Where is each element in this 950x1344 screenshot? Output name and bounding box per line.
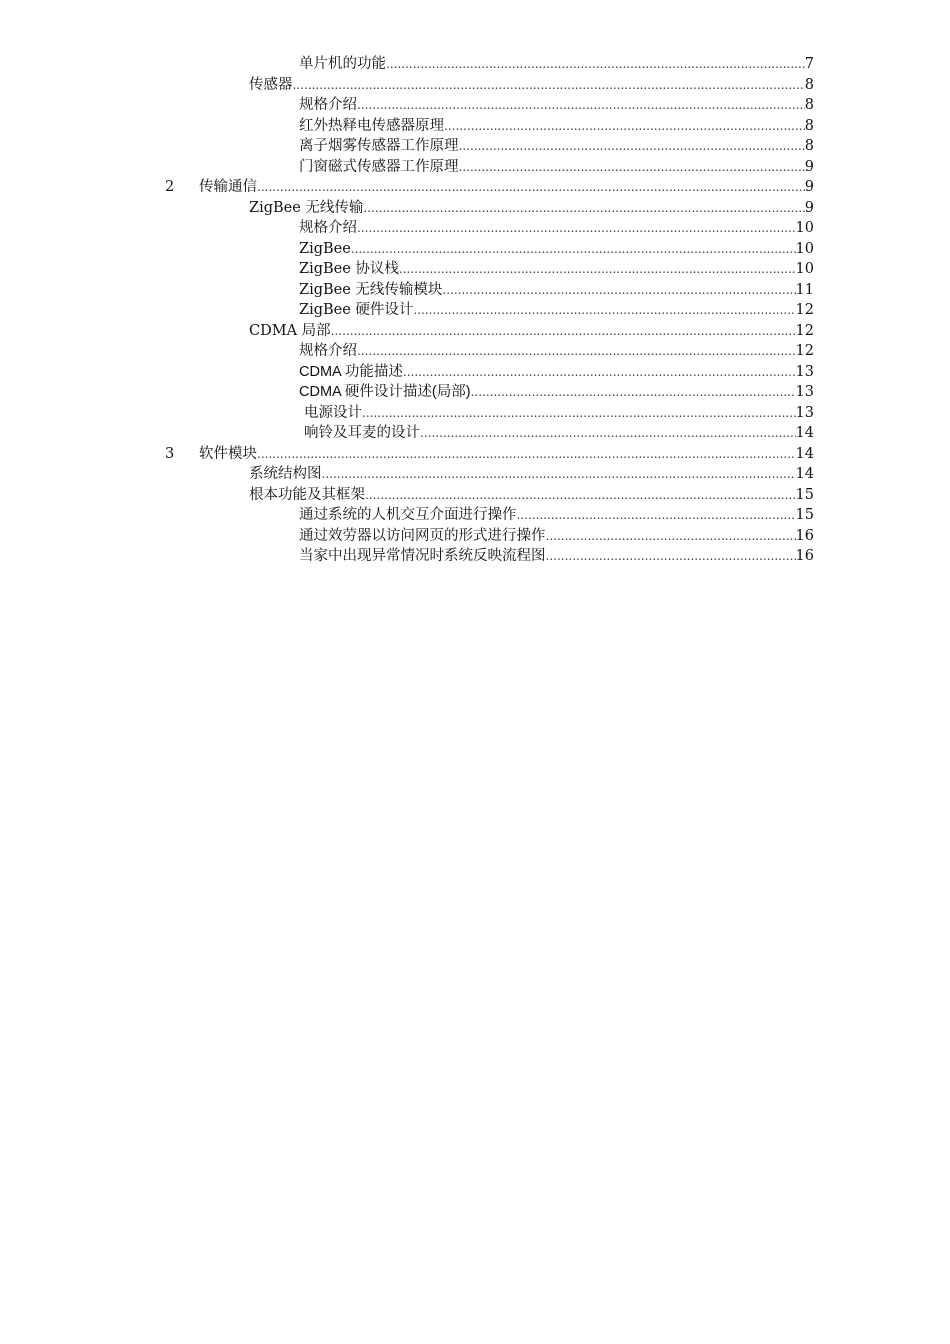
dot-leader xyxy=(386,54,805,75)
toc-page: 12 xyxy=(795,343,814,359)
toc-page: 9 xyxy=(804,199,814,216)
chapter-number: 2 xyxy=(165,179,175,195)
toc-entry[interactable] xyxy=(0,526,950,547)
toc-entry[interactable] xyxy=(0,464,950,485)
toc-page: 12 xyxy=(795,322,814,339)
toc-entry[interactable] xyxy=(0,485,950,506)
toc-entry[interactable] xyxy=(0,362,950,383)
dot-leader xyxy=(459,136,805,157)
toc-entry[interactable] xyxy=(0,239,950,260)
dot-leader xyxy=(546,546,796,567)
toc-title: CDMA 功能描述 xyxy=(299,363,403,380)
toc-page: 12 xyxy=(795,302,814,318)
toc-entry[interactable] xyxy=(0,157,950,178)
dot-leader xyxy=(363,198,804,219)
toc-title: 通过系统的人机交互介面进行操作 xyxy=(299,507,517,523)
toc-title: 通过效劳器以访问网页的形式进行操作 xyxy=(299,527,546,544)
table-of-contents xyxy=(0,54,950,567)
dot-leader xyxy=(420,423,796,444)
toc-page: 7 xyxy=(804,56,814,72)
toc-entry[interactable] xyxy=(0,546,950,567)
toc-title: ZigBee 无线传输模块 xyxy=(299,281,443,298)
dot-leader xyxy=(471,382,796,403)
dot-leader xyxy=(413,300,795,321)
toc-page: 13 xyxy=(795,384,814,400)
toc-entry[interactable] xyxy=(0,136,950,157)
toc-title: 门窗磁式传感器工作原理 xyxy=(299,158,459,175)
dot-leader xyxy=(365,485,796,506)
toc-entry[interactable] xyxy=(0,177,950,198)
toc-page: 14 xyxy=(795,445,814,462)
dot-leader xyxy=(351,239,796,260)
toc-entry[interactable] xyxy=(0,54,950,75)
toc-title: CDMA 硬件设计描述(局部) xyxy=(299,384,471,400)
toc-page: 11 xyxy=(795,281,814,298)
toc-page: 14 xyxy=(795,466,814,482)
toc-title: 系统结构图 xyxy=(249,466,322,482)
toc-entry[interactable] xyxy=(0,505,950,526)
dot-leader xyxy=(362,403,796,424)
toc-page: 10 xyxy=(795,261,814,277)
toc-page: 16 xyxy=(795,527,814,544)
toc-title: ZigBee 无线传输 xyxy=(249,199,364,216)
toc-page: 9 xyxy=(804,179,814,195)
toc-page: 13 xyxy=(795,363,814,380)
dot-leader xyxy=(331,321,796,342)
toc-page: 13 xyxy=(795,404,814,421)
toc-title: 传输通信 xyxy=(199,179,257,195)
dot-leader xyxy=(403,362,796,383)
toc-entry[interactable] xyxy=(0,259,950,280)
toc-page: 8 xyxy=(804,117,814,134)
toc-entry[interactable] xyxy=(0,280,950,301)
toc-title: 规格介绍 xyxy=(299,343,357,359)
toc-title: 根本功能及其框架 xyxy=(249,486,365,503)
toc-page: 15 xyxy=(795,507,814,523)
toc-title: ZigBee xyxy=(299,240,351,257)
toc-entry[interactable] xyxy=(0,444,950,465)
dot-leader xyxy=(357,218,796,239)
toc-page: 8 xyxy=(804,97,814,113)
toc-title: 软件模块 xyxy=(199,445,257,462)
toc-title: 规格介绍 xyxy=(299,97,357,113)
toc-title: CDMA 局部 xyxy=(249,322,331,339)
toc-entry[interactable] xyxy=(0,116,950,137)
dot-leader xyxy=(257,444,796,465)
dot-leader xyxy=(517,505,796,526)
dot-leader xyxy=(444,116,805,137)
toc-entry[interactable] xyxy=(0,341,950,362)
toc-page: 14 xyxy=(795,425,814,441)
toc-entry[interactable] xyxy=(0,382,950,403)
toc-entry[interactable] xyxy=(0,300,950,321)
toc-entry[interactable] xyxy=(0,198,950,219)
toc-title: 离子烟雾传感器工作原理 xyxy=(299,138,459,154)
dot-leader xyxy=(322,464,796,485)
toc-page: 9 xyxy=(804,158,814,175)
dot-leader xyxy=(459,157,805,178)
dot-leader xyxy=(357,95,805,116)
dot-leader xyxy=(399,259,796,280)
dot-leader xyxy=(357,341,796,362)
toc-entry[interactable] xyxy=(0,75,950,96)
toc-title: 红外热释电传感器原理 xyxy=(299,117,444,134)
dot-leader xyxy=(546,526,796,547)
toc-page: 8 xyxy=(804,76,814,93)
toc-title: 电源设计 xyxy=(304,404,362,421)
toc-page: 15 xyxy=(795,486,814,503)
toc-entry[interactable] xyxy=(0,218,950,239)
dot-leader xyxy=(293,75,805,96)
toc-page: 16 xyxy=(795,548,814,564)
toc-entry[interactable] xyxy=(0,321,950,342)
chapter-number: 3 xyxy=(165,445,175,462)
dot-leader xyxy=(257,177,805,198)
toc-entry[interactable] xyxy=(0,95,950,116)
toc-entry[interactable] xyxy=(0,403,950,424)
toc-page: 8 xyxy=(804,138,814,154)
toc-title: 传感器 xyxy=(249,76,293,93)
toc-title: 当家中出现异常情况时系统反映流程图 xyxy=(299,548,546,564)
toc-page: 10 xyxy=(795,240,814,257)
toc-title: ZigBee 协议栈 xyxy=(299,261,399,277)
dot-leader xyxy=(442,280,795,301)
toc-page: 10 xyxy=(795,220,814,236)
toc-entry[interactable] xyxy=(0,423,950,444)
toc-title: 规格介绍 xyxy=(299,220,357,236)
toc-title: ZigBee 硬件设计 xyxy=(299,302,414,318)
toc-title: 响铃及耳麦的设计 xyxy=(304,425,420,441)
toc-title: 单片机的功能 xyxy=(299,56,386,72)
